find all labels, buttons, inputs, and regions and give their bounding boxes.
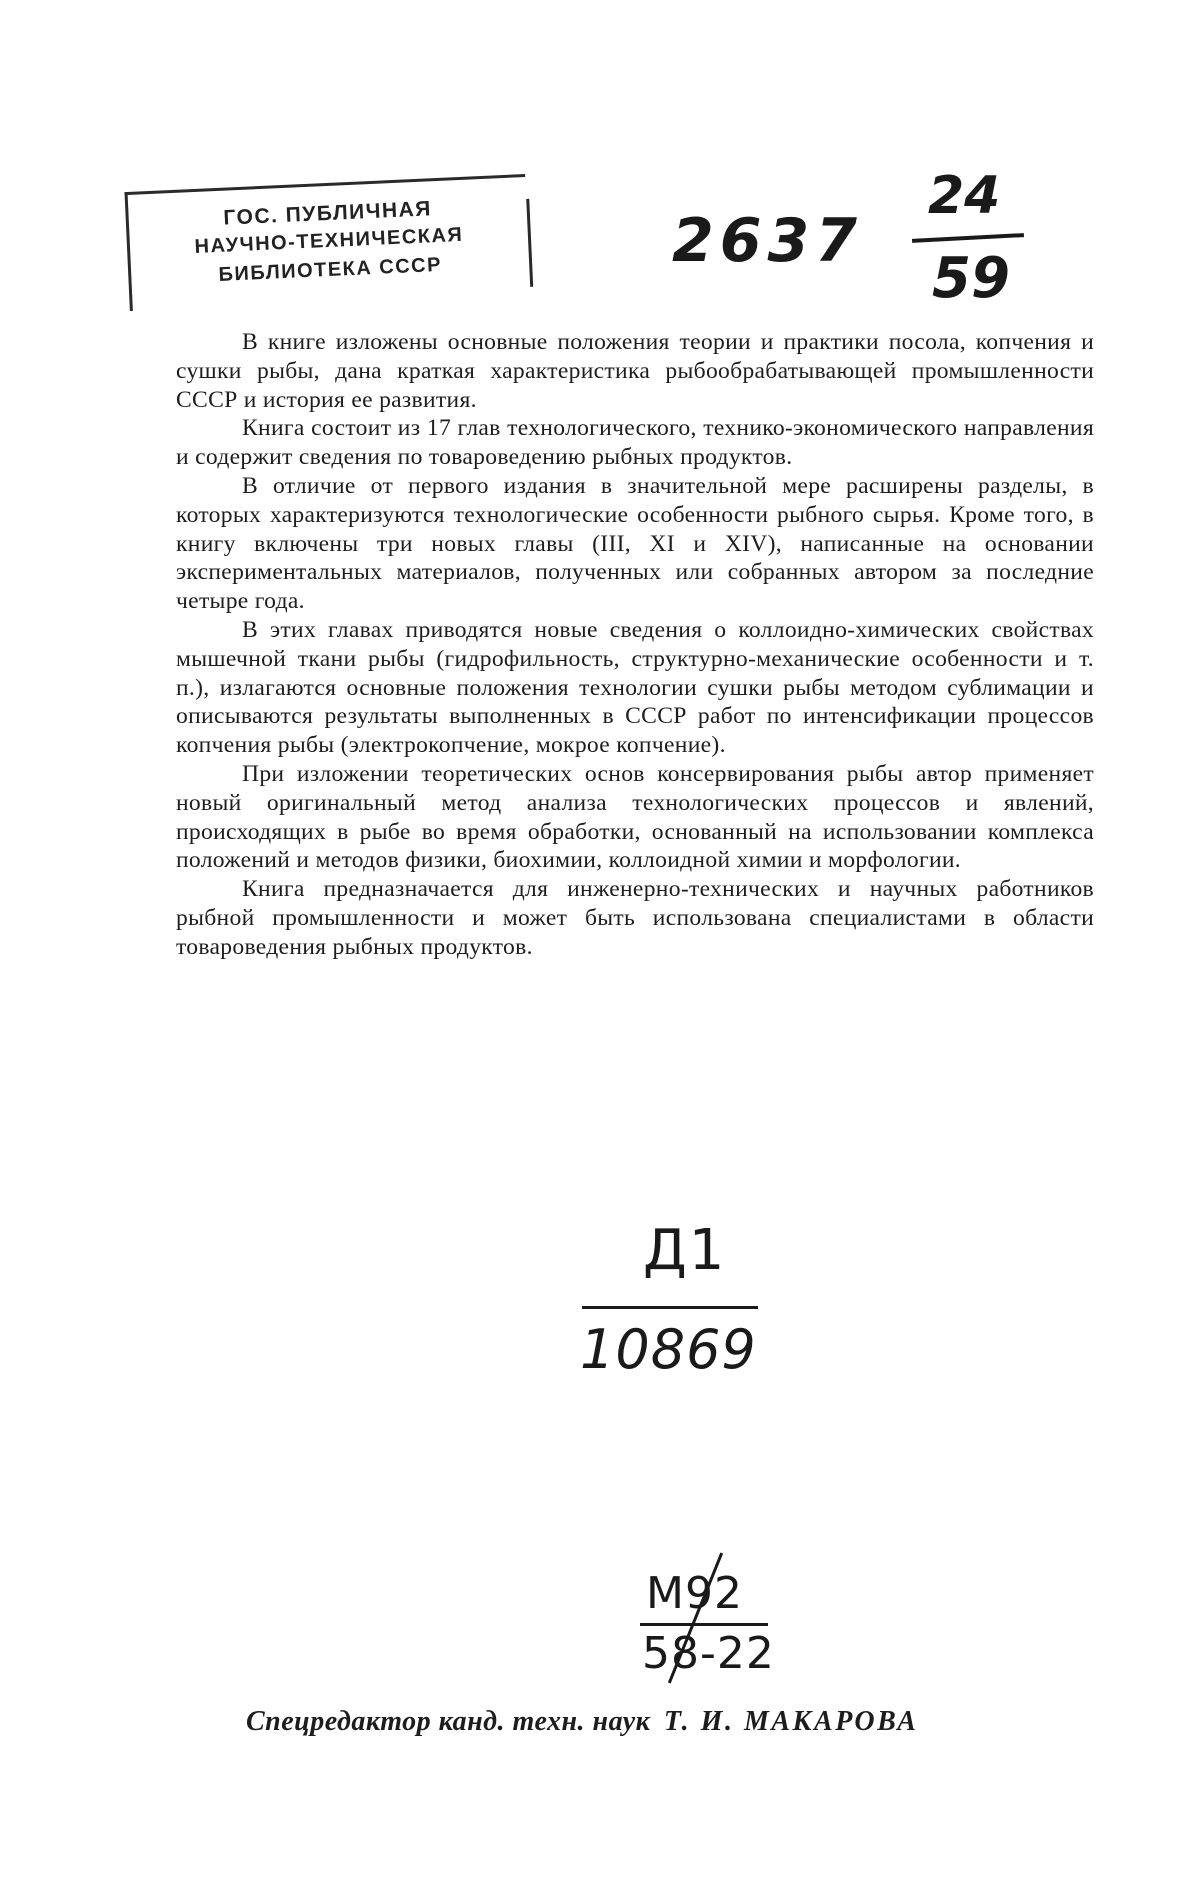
shelf-mark-numerator: 24 [928, 166, 1001, 226]
paragraph: Книга предназначается для инженерно-технических и научных работников рыбной промышленности и может быть использована специалистами в области товароведения рыбных продуктов. [176, 876, 1094, 960]
library-stamp [125, 174, 531, 311]
paragraph: В отличие от первого издания в значительной мере расширены разделы, в которых характеризуются технологические особенности рыбного сырья. Кроме того, в книгу включены три новых главы (III, XI и XIV), написанные на основании экспериментальных материалов, полученных или собранных автором за последние четыре года. [176, 472, 1094, 615]
inventory-number: 10869 [580, 1318, 757, 1381]
mark-bottom: 58-22 [642, 1628, 775, 1679]
editor-role: Спецредактор канд. техн. наук [246, 1706, 651, 1737]
annotation-text [176, 328, 1094, 962]
editor-credit [246, 1706, 1046, 1738]
shelf-mark-denominator: 59 [932, 246, 1010, 311]
inventory-prefix: Д1 [643, 1218, 727, 1283]
mark-top: М92 [646, 1568, 743, 1619]
stamp-line-2: НАУЧНО-ТЕХНИЧЕСКАЯ [194, 223, 464, 259]
shelf-mark-code: 2637 [672, 206, 863, 276]
paragraph: В книге изложены основные положения теории и практики посола, копчения и сушки рыбы, дана краткая характеристика рыбообрабатывающей промышленности СССР и история ее развития. [176, 329, 1094, 413]
shelf-mark-fraction-line [912, 233, 1024, 243]
paragraph: В этих главах приводятся новые сведения о коллоидно-химических свойствах мышечной ткани рыбы (гидрофильность, структурно-механические особенности и т. п.), излагаются основные положения технологии сушки рыбы методом сублимации и описываются результаты выполненных в СССР работ по интенсификации процессов копчения рыбы (электрокопчение, мокрое копчение). [176, 616, 1094, 759]
paragraph: При изложении теоретических основ консервирования рыбы автор применяет новый оригинальный метод анализа технологических процессов и явлений, происходящих в рыбе во время обработки, основанный на использовании комплекса положений и методов физики, биохимии, коллоидной химии и морфологии. [176, 760, 1094, 874]
inventory-fraction-line [582, 1306, 758, 1309]
stamp-line-3: БИБЛИОТЕКА СССР [218, 253, 443, 286]
paragraph: Книга состоит из 17 глав технологического, технико-экономического направления и содержит сведения по товароведению рыбных продуктов. [176, 415, 1094, 471]
mark-fraction-line [640, 1623, 768, 1626]
stamp-line-1: ГОС. ПУБЛИЧНАЯ [222, 197, 433, 230]
editor-name: Т. И. МАКАРОВА [663, 1706, 919, 1737]
